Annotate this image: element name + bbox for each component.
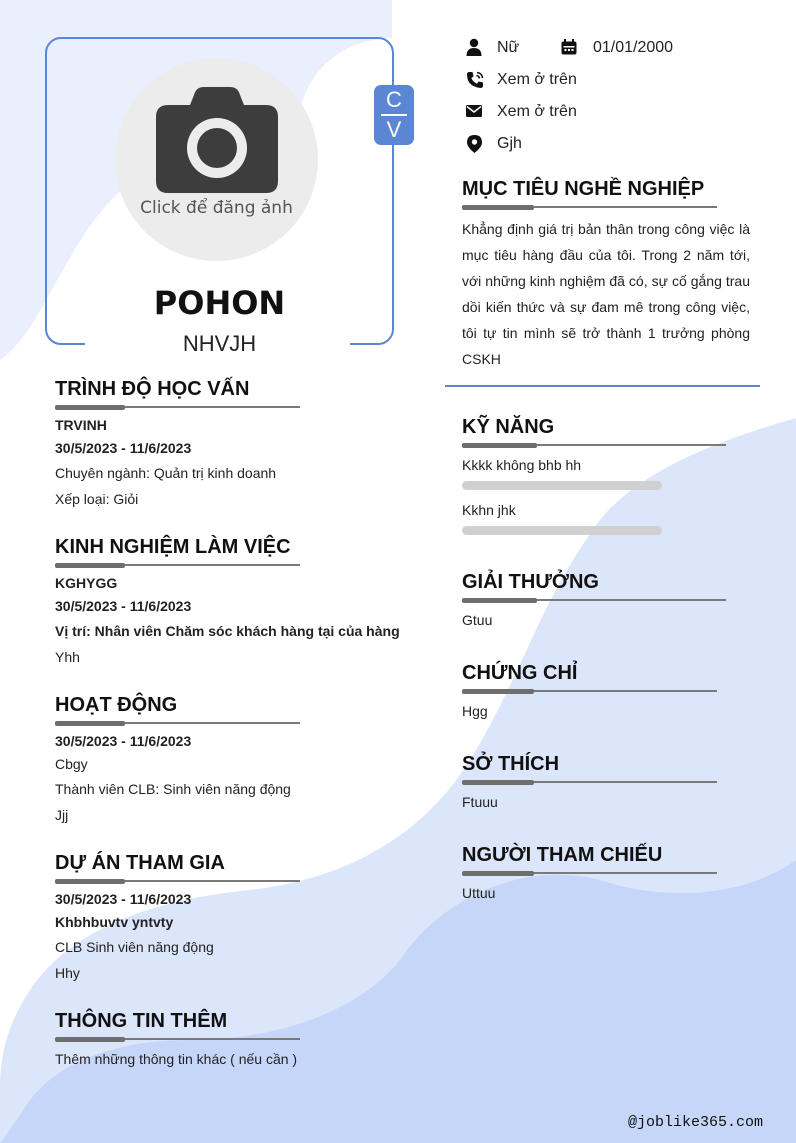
email-value: Xem ở trên (497, 103, 577, 120)
experience-position: Vị trí: Nhân viên Chăm sóc khách hàng tại của hàng (55, 623, 400, 639)
skill-name: Kkhn jhk (462, 502, 516, 518)
education-grade: Xếp loại: Giỏi (55, 491, 139, 507)
candidate-name: POHON (153, 284, 286, 322)
certificates-title: CHỨNG CHỈ (462, 662, 578, 684)
activities-description: Jjj (55, 807, 69, 823)
skill-level-bar (462, 526, 662, 535)
experience-company: KGHYGG (55, 575, 118, 591)
photo-upload-label: Click để đăng ảnh (140, 198, 293, 218)
hobbies-underline-accent (462, 780, 534, 785)
extra-title: THÔNG TIN THÊM (55, 1010, 228, 1032)
skill-level-bar (462, 481, 662, 490)
education-major: Chuyên ngành: Quản trị kinh doanh (55, 465, 277, 481)
references-title: NGƯỜI THAM CHIẾU (462, 844, 663, 866)
objective-underline-accent (462, 205, 534, 210)
objective-text: Khẳng định giá trị bản thân trong công việc là mục tiêu hàng đầu của tôi. Trong 2 năm tới, với những kinh nghiệm đã có, sự cố gắng trau dồi kiến thức và sự đam mê trong công việc, tôi tự tin mình sẽ trở thành 1 trưởng phòng CSKH (462, 221, 750, 367)
location-pin-icon (467, 135, 482, 153)
awards-text: Gtuu (462, 612, 493, 628)
cv-badge-top: C (386, 87, 402, 112)
email-icon (466, 103, 482, 119)
experience-underline-accent (55, 563, 125, 568)
education-period: 30/5/2023 - 11/6/2023 (55, 440, 192, 456)
projects-organization: CLB Sinh viên năng động (55, 939, 214, 955)
right-divider (445, 385, 760, 387)
certificates-underline-accent (462, 689, 534, 694)
photo-upload[interactable] (115, 58, 318, 261)
camera-icon (156, 87, 278, 193)
experience-period: 30/5/2023 - 11/6/2023 (55, 598, 192, 614)
cv-badge-bottom: V (386, 117, 402, 142)
references-text: Uttuu (462, 885, 496, 901)
projects-description: Hhy (55, 965, 80, 981)
cv-badge (374, 85, 414, 145)
skills-title: KỸ NĂNG (462, 416, 555, 438)
skills-underline-accent (462, 443, 537, 448)
education-title: TRÌNH ĐỘ HỌC VẤN (55, 378, 250, 400)
candidate-title: NHVJH (182, 331, 257, 356)
education-underline-accent (55, 405, 125, 410)
awards-underline-accent (462, 598, 537, 603)
cv-badge-line (381, 114, 407, 116)
projects-name: Khbhbuvtv yntvty (55, 914, 174, 930)
address-value: Gjh (497, 135, 522, 152)
activities-period: 30/5/2023 - 11/6/2023 (55, 733, 192, 749)
objective-title: MỤC TIÊU NGHỀ NGHIỆP (462, 178, 705, 200)
experience-description: Yhh (55, 649, 80, 665)
education-school: TRVINH (55, 417, 107, 433)
skill-name: Kkkk không bhb hh (462, 457, 582, 473)
phone-value: Xem ở trên (497, 71, 577, 88)
projects-period: 30/5/2023 - 11/6/2023 (55, 891, 192, 907)
experience-title: KINH NGHIỆM LÀM VIỆC (55, 536, 291, 558)
activities-underline-accent (55, 721, 125, 726)
user-icon (465, 38, 483, 56)
activities-title: HOẠT ĐỘNG (55, 694, 178, 716)
activities-role: Thành viên CLB: Sinh viên năng động (55, 781, 291, 797)
extra-text: Thêm những thông tin khác ( nếu cần ) (55, 1051, 298, 1067)
gender-value: Nữ (497, 39, 520, 56)
birthday-value: 01/01/2000 (593, 39, 674, 56)
footer-brand: @joblike365.com (628, 1114, 764, 1131)
projects-title: DỰ ÁN THAM GIA (55, 852, 225, 874)
awards-title: GIẢI THƯỞNG (462, 571, 599, 593)
extra-underline-accent (55, 1037, 125, 1042)
certificates-text: Hgg (462, 703, 488, 719)
projects-underline-accent (55, 879, 125, 884)
hobbies-text: Ftuuu (462, 794, 498, 810)
hobbies-title: SỞ THÍCH (462, 753, 560, 775)
activities-organization: Cbgy (55, 756, 88, 772)
references-underline-accent (462, 871, 534, 876)
phone-icon (466, 71, 484, 89)
calendar-icon (561, 39, 577, 55)
